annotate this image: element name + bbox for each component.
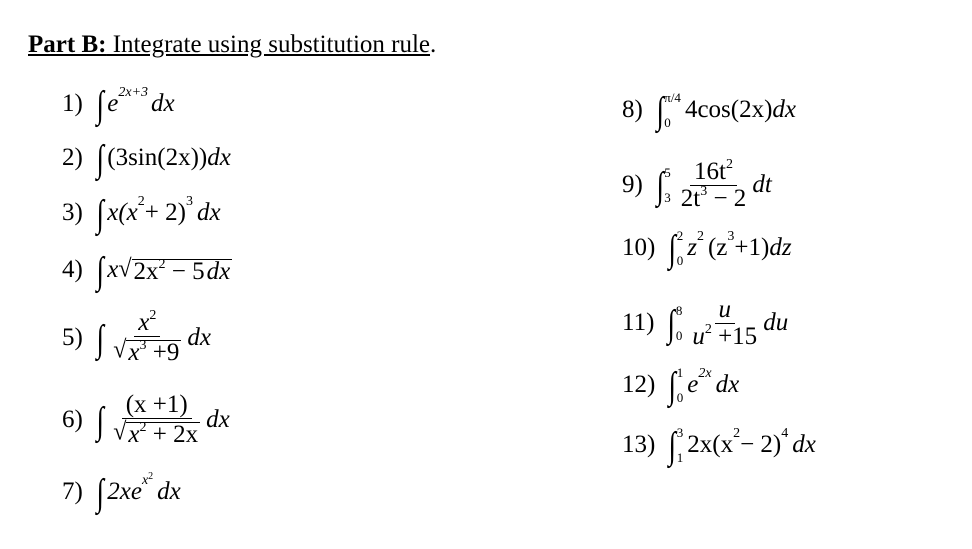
limits: 5 3 xyxy=(664,165,671,205)
integral-sign: ∫ xyxy=(668,365,677,407)
problem-13: 13) ∫ 3 1 2x(x $^2$ − 2) $^4$ dx xyxy=(622,425,816,467)
problem-number: 7) xyxy=(62,478,83,505)
differential: dt xyxy=(752,171,772,198)
differential: dx xyxy=(187,324,211,351)
limits: 3 1 xyxy=(676,425,684,465)
part-label: Part B: xyxy=(28,31,107,58)
factor: x xyxy=(107,256,119,283)
problem-6 xyxy=(62,387,230,453)
differential: dx xyxy=(207,144,231,171)
problem-number: 3) xyxy=(62,199,83,226)
limits: 8 0 xyxy=(675,303,683,343)
integrand-a: x(x xyxy=(107,199,138,226)
integral-sign: ∫ xyxy=(96,193,104,235)
integral-sign: ∫ xyxy=(668,425,677,467)
integral-sign: ∫ xyxy=(667,303,676,345)
fraction: (x +1) √ $x^2 + 2x$ xyxy=(113,391,199,448)
integral-sign: ∫ xyxy=(668,228,677,270)
integrand: 4cos(2x) xyxy=(684,96,773,123)
instruction-period: . xyxy=(430,31,437,58)
problem-number: 6) xyxy=(62,406,83,433)
square-root: √ $2x^2 - 5dx$ xyxy=(118,254,231,285)
problem-9 xyxy=(622,152,772,218)
integral-sign: ∫ xyxy=(656,165,664,207)
problem-number: 9) xyxy=(622,171,643,198)
page-title xyxy=(28,30,436,60)
fraction: $\frac{u}{u^2 +15}$ xyxy=(692,295,758,350)
instruction-text: Integrate using substitution rule xyxy=(106,31,431,58)
problem-8 xyxy=(622,90,796,130)
problem-12: 12) ∫ 1 0 e $^{2x}$ dx xyxy=(622,365,740,407)
limits: 1 0 xyxy=(676,365,684,405)
integral-sign: ∫ xyxy=(96,84,104,126)
problem-number: 4) xyxy=(62,256,83,283)
problem-10: 10) ∫ 2 0 z $^2$ (z $^3$ +1) dz xyxy=(622,228,792,270)
fraction: $x^2$ √ $x^3 +9$ xyxy=(113,308,180,366)
integral-sign: ∫ xyxy=(96,250,104,292)
limits: 2 0 xyxy=(676,228,684,268)
problem-11 xyxy=(622,290,788,356)
differential: dx xyxy=(792,431,816,458)
integral-sign: ∫ xyxy=(96,138,104,180)
differential: dx xyxy=(206,406,230,433)
differential: dx xyxy=(157,478,181,505)
integrand-b: + 2) xyxy=(144,199,186,226)
integral-sign: ∫ xyxy=(96,400,104,442)
problem-number: 12) xyxy=(622,371,656,398)
problem-3: 3) ∫ x(x $^2$ + 2) $^3$ dx xyxy=(62,193,221,235)
base: e xyxy=(687,371,699,398)
problem-5 xyxy=(62,305,211,371)
base: e xyxy=(107,90,119,117)
differential: dx xyxy=(196,199,221,226)
integrand-a: z xyxy=(687,234,697,261)
problem-number: 10) xyxy=(622,234,656,261)
integrand: (3sin(2x)) xyxy=(107,144,208,171)
problem-number: 5) xyxy=(62,324,83,351)
differential: dz xyxy=(769,234,792,261)
problem-number: 13) xyxy=(622,431,656,458)
problem-4 xyxy=(62,250,232,290)
limits: π/4 0 xyxy=(664,90,681,130)
fraction: $\frac{16t^2}{2t^3 - 2}$ xyxy=(680,156,747,212)
exponent: x2 xyxy=(141,470,154,488)
integrand: 2xe xyxy=(107,478,142,505)
integral-sign: ∫ xyxy=(96,318,104,360)
problem-number: 11) xyxy=(622,309,655,336)
differential: dx xyxy=(151,90,175,117)
problem-number: 2) xyxy=(62,144,83,171)
integrand-a: 2x(x xyxy=(687,431,734,458)
integral-sign: ∫ xyxy=(656,90,664,132)
differential: dx xyxy=(772,96,797,123)
problem-number: 8) xyxy=(622,96,643,123)
problem-number: 1) xyxy=(62,90,83,117)
differential: dx xyxy=(715,371,740,398)
differential: du xyxy=(763,309,789,336)
problem-7 xyxy=(62,472,181,512)
integral-sign: ∫ xyxy=(96,472,104,514)
problem-2 xyxy=(62,138,231,178)
problem-1: 1) ∫ e $^{2x+3}$ dx xyxy=(62,84,175,126)
